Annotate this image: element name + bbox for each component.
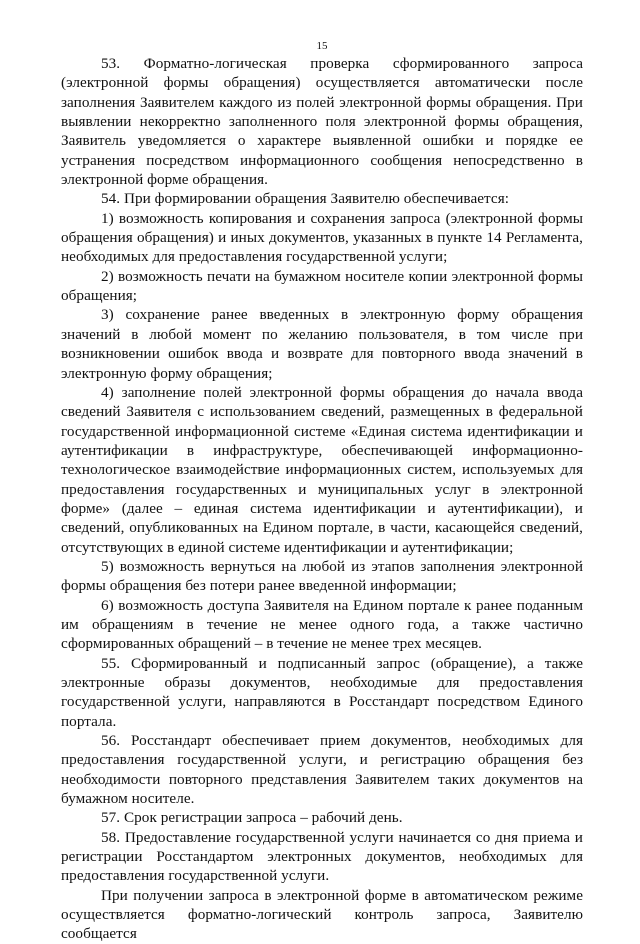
paragraph-54-item-5: 5) возможность вернуться на любой из этапов заполнения электронной формы обращения без потери ранее введенной информации;: [61, 557, 583, 595]
paragraph-54-item-1: 1) возможность копирования и сохранения запроса (электронной формы обращения обращения) и иных документов, указанных в пункте 14 Регламента, необходимых для предоставления государственной услуги;: [61, 209, 583, 266]
paragraph-58: 58. Предоставление государственной услуги начинается со дня приема и регистрации Росстандартом электронных документов, необходимых для предоставления государственной услуги.: [61, 828, 583, 885]
paragraph-54-item-3: 3) сохранение ранее введенных в электронную форму обращения значений в любой момент по желанию пользователя, в том числе при возникновении ошибок ввода и возврате для повторного ввода значений в электронную форму обращения;: [61, 306, 583, 382]
paragraph-54-item-2: 2) возможность печати на бумажном носителе копии электронной формы обращения;: [61, 267, 583, 305]
paragraph-56: 56. Росстандарт обеспечивает прием документов, необходимых для предоставления государственной услуги, и регистрацию обращения без необходимости повторного представления Заявителем таких документов на бумажном носителе.: [61, 732, 583, 808]
document-body: [61, 54, 583, 944]
paragraph-54-item-6: 6) возможность доступа Заявителя на Едином портале к ранее поданным им обращениям в течение не менее одного года, а также частично сформированных обращений – в течение не менее трех месяцев.: [61, 596, 583, 653]
paragraph-54-item-4: 4) заполнение полей электронной формы обращения до начала ввода сведений Заявителя с использованием сведений, размещенных в федеральной государственной информационной системе «Единая система идентификации и аутентификации в инфраструктуре, обеспечивающей информационно-технологическое взаимодействие информационных систем, используемых для предоставления государственных и муниципальных услуг в электронной форме» (далее – единая система идентификации и аутентификации), и сведений, опубликованных на Едином портале, в части, касающейся сведений, отсутствующих в единой системе идентификации и аутентификации;: [61, 383, 583, 556]
paragraph-58-continuation: При получении запроса в электронной форме в автоматическом режиме осуществляется форматно-логический контроль запроса, Заявителю сообщается: [61, 886, 583, 943]
paragraph-57: 57. Срок регистрации запроса – рабочий день.: [101, 809, 403, 827]
paragraph-54: 54. При формировании обращения Заявителю обеспечивается:: [101, 190, 510, 208]
page-number: 15: [316, 40, 328, 52]
paragraph-55: 55. Сформированный и подписанный запрос (обращение), а также электронные образы документов, необходимые для предоставления государственной услуги, направляются в Росстандарт посредством Единого портала.: [61, 654, 583, 730]
paragraph-53: 53. Форматно-логическая проверка сформированного запроса (электронной формы обращения) осуществляется автоматически после заполнения Заявителем каждого из полей электронной формы обращения. При выявлении некорректно заполненного поля электронной формы обращения, Заявитель уведомляется о характере выявленной ошибки и порядке ее устранения посредством информационного сообщения непосредственно в электронной форме обращения.: [61, 55, 583, 189]
